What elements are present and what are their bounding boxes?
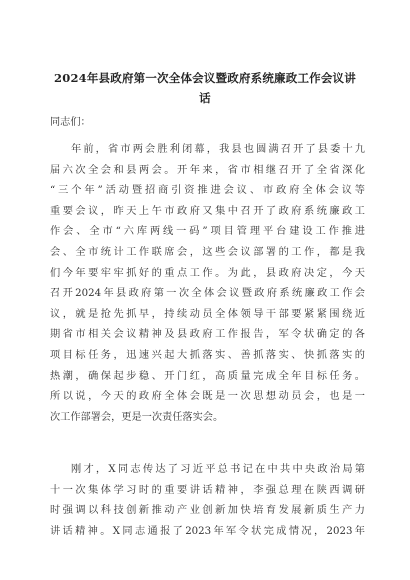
body-paragraph (50, 460, 365, 542)
text-line: 刚才，X同志传达了习近平总书记在中共中央政治局第 (71, 464, 365, 475)
text-line: 所以说，今天的政府全体会既是一次思想动员会，也是一 (50, 391, 365, 403)
text-line: 届六次全会和县两会。开年来，省市相继召开了全省深化 (50, 164, 365, 176)
text-line: 召开2024年县政府第一次全体会议暨政府系统廉政工作会 (50, 288, 365, 300)
document-title (50, 68, 360, 108)
text-line: 热潮，确保起步稳、开门红，高质量完成全年目标任务。 (50, 370, 365, 382)
text-line: “三个年”活动暨招商引资推进会议、市政府全体会议等 (50, 185, 365, 197)
title-line: 话 (199, 91, 211, 105)
body-paragraph (50, 140, 365, 428)
text-line: 项目标任务，迅速兴起大抓落实、善抓落实、快抓落实的 (50, 349, 365, 361)
text-line: 讲话精神。X同志通报了2023年军令状完成情况，2023年 (50, 525, 365, 537)
text-line: 十一次集体学习时的重要讲话精神，李强总理在陕西调研 (50, 484, 365, 496)
text-line: 重要会议，昨天上午市政府又集中召开了政府系统廉政工 (50, 205, 365, 217)
salutation: 同志们： (50, 117, 91, 128)
text-line: 次工作部署会，更是一次责任落实会。 (50, 411, 224, 423)
text-line: 年前，省市两会胜利闭幕，我县也圆满召开了县委十九 (71, 144, 365, 155)
title-line: 2024年县政府第一次全体会议暨政府系统廉政工作会议讲 (54, 71, 356, 85)
text-line: 会、全市统计工作联席会，这些会议部署的工作，都是我 (50, 246, 365, 258)
text-line: 时强调以科技创新推动产业创新加快培育发展新质生产力 (50, 505, 365, 517)
text-line: 期省市相关会议精神及县政府工作报告，军令状确定的各 (50, 329, 365, 341)
text-line: 作会、全市“六库两线一码”项目管理平台建设工作推进 (50, 226, 365, 238)
text-line: 们今年要牢牢抓好的重点工作。为此，县政府决定，今天 (50, 267, 365, 279)
text-line: 议，就是抢先抓早，持续动员全体领导干部要紧紧围绕近 (50, 308, 365, 320)
